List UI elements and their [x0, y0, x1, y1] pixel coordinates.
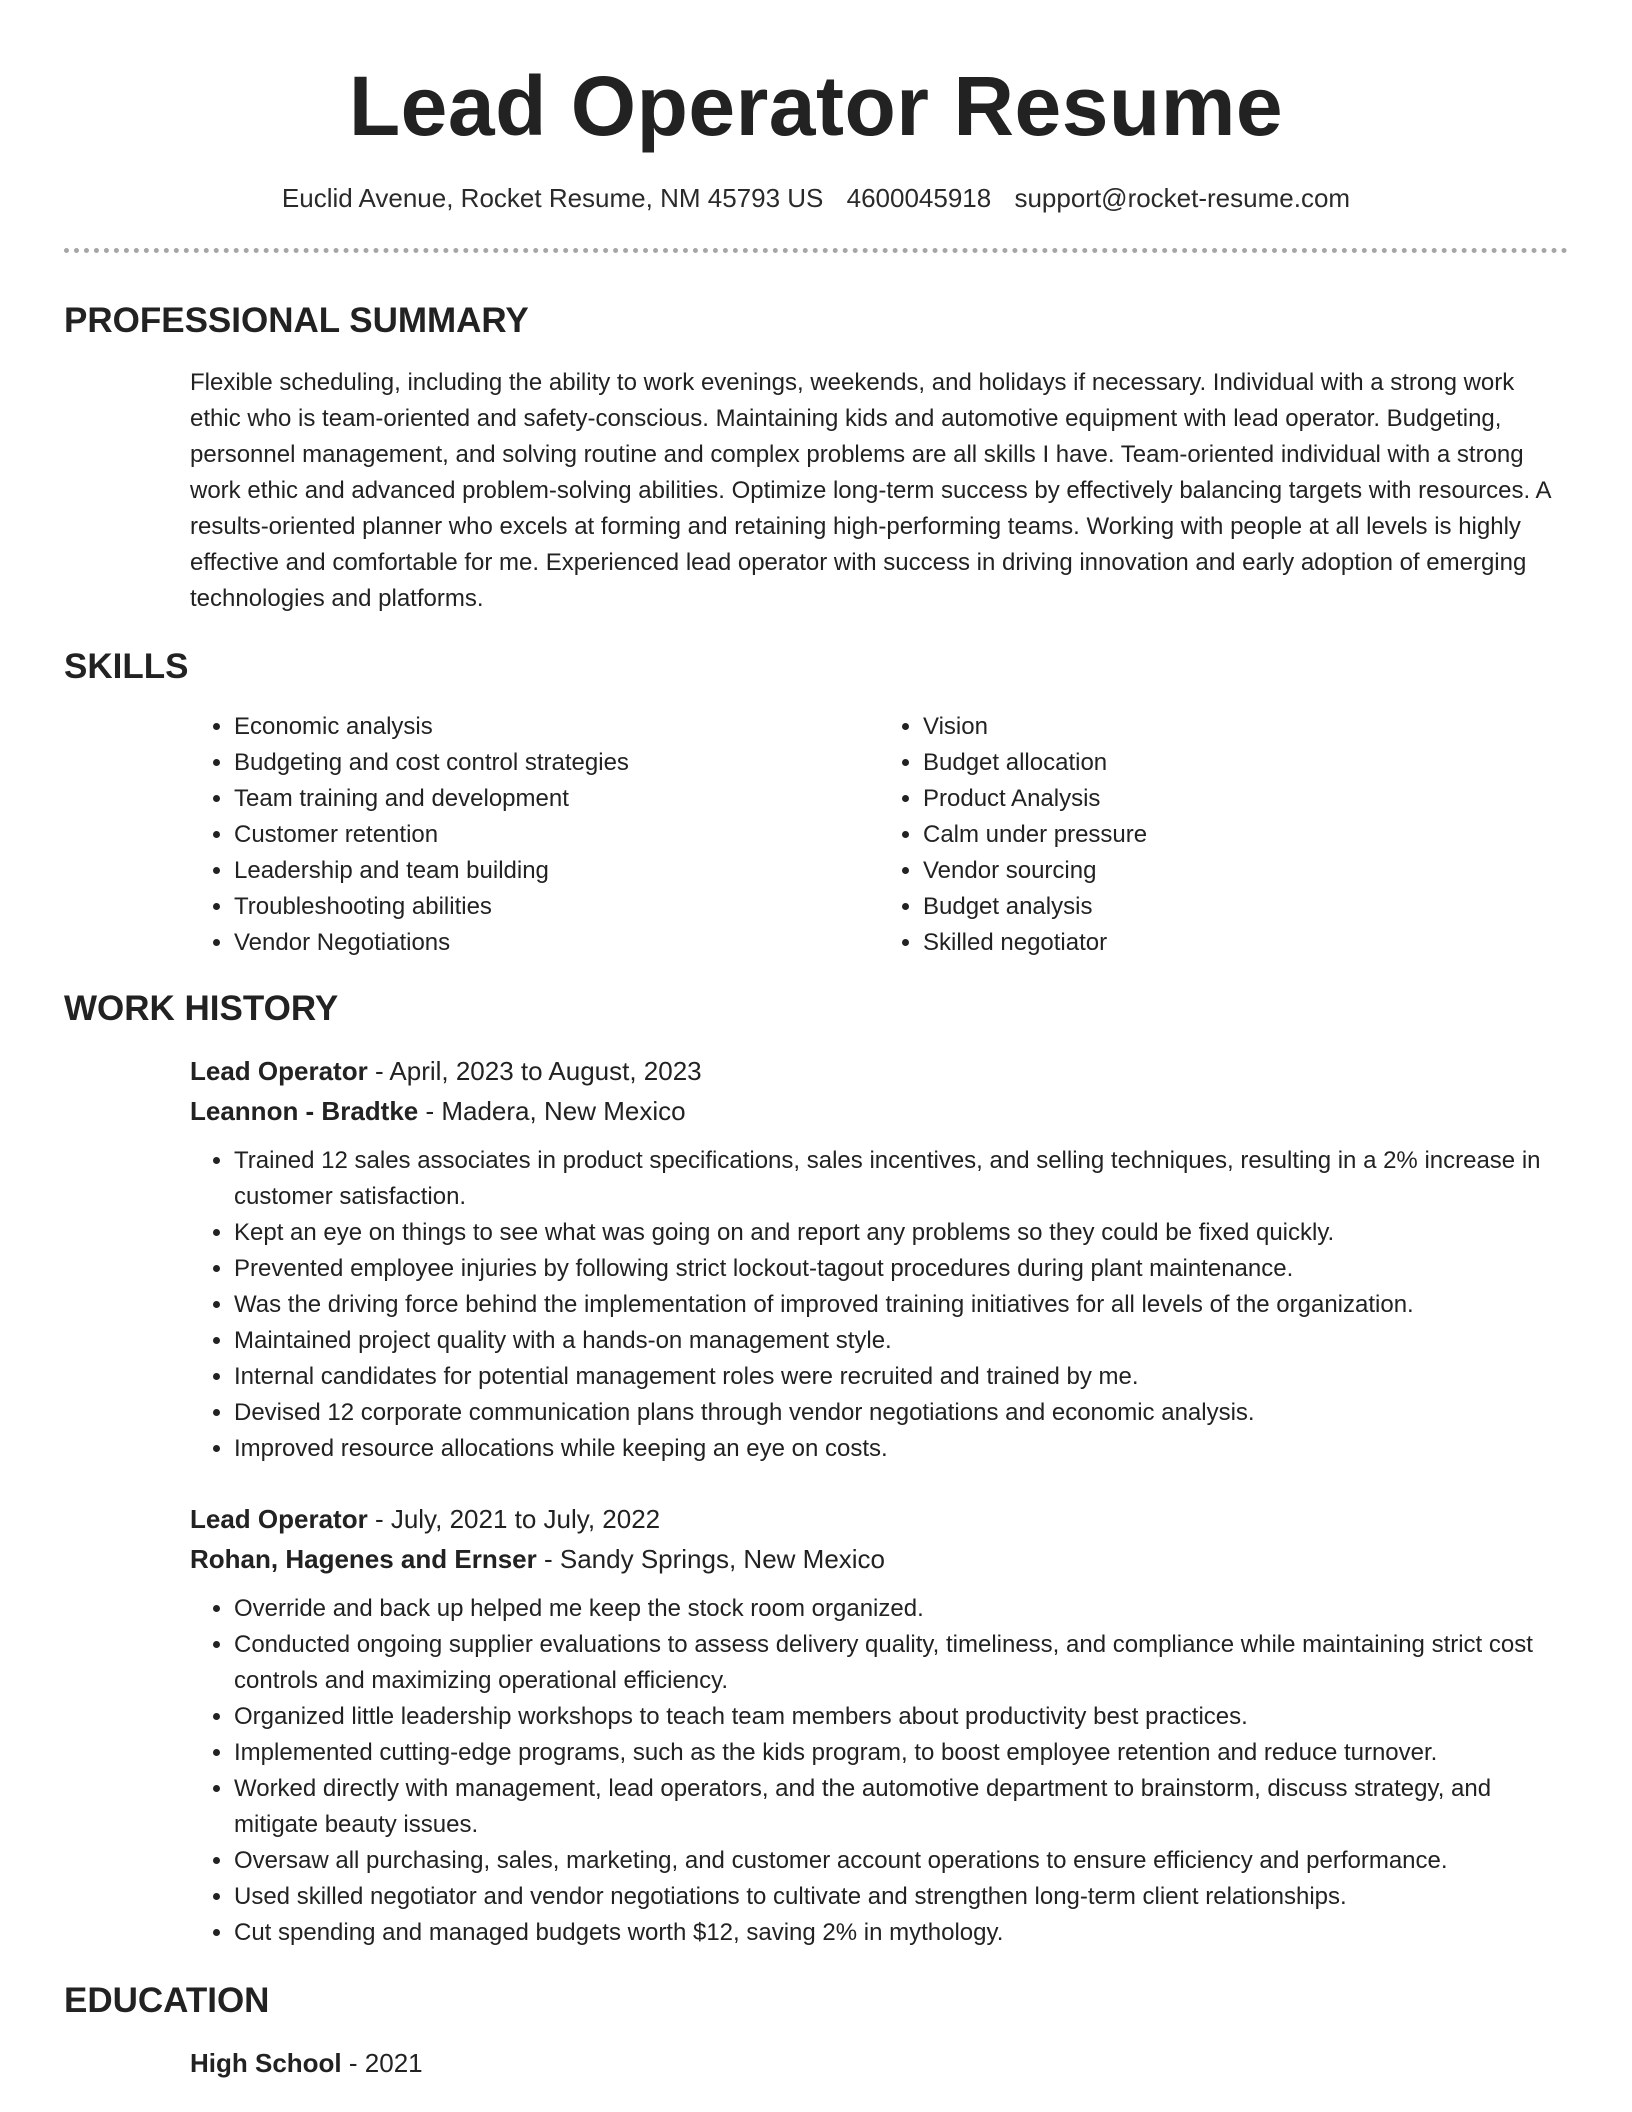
job-bullet: • Organized little leadership workshops to teach team members about productivity best practices. [234, 1699, 1568, 1735]
education-heading: EDUCATION [64, 1981, 270, 2020]
skill-item: • Calm under pressure [923, 817, 1568, 853]
job-bullets [190, 1591, 1568, 1951]
contact-email: support@rocket-resume.com [1014, 183, 1351, 213]
job-bullet: • Devised 12 corporate communication plans through vendor negotiations and economic analysis. [234, 1395, 1568, 1431]
job-company-line [190, 1091, 1568, 1131]
skills-section [64, 645, 1568, 961]
job-bullet: • Conducted ongoing supplier evaluations to assess delivery quality, timeliness, and compliance while maintaining strict cost controls and maximizing operational efficiency. [234, 1627, 1568, 1699]
job-title: Lead Operator [190, 1056, 368, 1086]
skill-item: • Vision [923, 709, 1568, 745]
job-bullet: • Worked directly with management, lead operators, and the automotive department to brainstorm, discuss strategy, and mitigate beauty issues. [234, 1771, 1568, 1843]
job-bullet: • Implemented cutting-edge programs, such as the kids program, to boost employee retention and reduce turnover. [234, 1735, 1568, 1771]
job-bullet: • Trained 12 sales associates in product specifications, sales incentives, and selling techniques, resulting in a 2% increase in customer satisfaction. [234, 1143, 1568, 1215]
job-bullet: • Internal candidates for potential management roles were recruited and trained by me. [234, 1359, 1568, 1395]
skill-item: • Customer retention [234, 817, 879, 853]
skill-item: • Vendor sourcing [923, 853, 1568, 889]
skill-item: • Budgeting and cost control strategies [234, 745, 879, 781]
resume-title: Lead Operator Resume [348, 59, 1284, 153]
summary-section [64, 299, 1568, 617]
skill-item: • Product Analysis [923, 781, 1568, 817]
skill-item: • Economic analysis [234, 709, 879, 745]
skill-item: • Vendor Negotiations [234, 925, 879, 961]
skill-item: • Budget allocation [923, 745, 1568, 781]
skill-item: • Troubleshooting abilities [234, 889, 879, 925]
skills-list-left [190, 709, 879, 961]
job-bullet: • Oversaw all purchasing, sales, marketing, and customer account operations to ensure efficiency and performance. [234, 1843, 1568, 1879]
skill-item: • Budget analysis [923, 889, 1568, 925]
job-company: Rohan, Hagenes and Ernser [190, 1544, 537, 1574]
job-entry [64, 1051, 1568, 1467]
work-heading: WORK HISTORY [64, 989, 339, 1028]
summary-heading: PROFESSIONAL SUMMARY [64, 301, 529, 340]
skill-item: • Leadership and team building [234, 853, 879, 889]
job-entry [64, 1499, 1568, 1951]
education-section [64, 1979, 1568, 2083]
education-year: - 2021 [341, 2048, 423, 2078]
job-bullet: • Prevented employee injuries by following strict lockout-tagout procedures during plant maintenance. [234, 1251, 1568, 1287]
summary-text: Flexible scheduling, including the ability to work evenings, weekends, and holidays if necessary. Individual with a strong work ethic who is team-oriented and safety-conscious. Maintaining kids and automotive equipment with lead operator. Budgeting, personnel management, and solving routine and complex problems are all skills I have. Team-oriented individual with a strong work ethic and advanced problem-solving abilities. Optimize long-term success by effectively balancing targets with resources. A results-oriented planner who excels at forming and retaining high-performing teams. Working with people at all levels is highly effective and comfortable for me. Experienced lead operator with success in driving innovation and early adoption of emerging technologies and platforms. [190, 369, 1551, 612]
job-title-line [190, 1051, 1568, 1091]
skills-list-right [879, 709, 1568, 961]
job-bullet: • Improved resource allocations while keeping an eye on costs. [234, 1431, 1568, 1467]
job-title-line [190, 1499, 1568, 1539]
job-bullet: • Override and back up helped me keep the stock room organized. [234, 1591, 1568, 1627]
job-bullet: • Cut spending and managed budgets worth $12, saving 2% in mythology. [234, 1915, 1568, 1951]
job-title: Lead Operator [190, 1504, 368, 1534]
job-bullet: • Used skilled negotiator and vendor negotiations to cultivate and strengthen long-term client relationships. [234, 1879, 1568, 1915]
job-bullet: • Kept an eye on things to see what was going on and report any problems so they could be fixed quickly. [234, 1215, 1568, 1251]
job-company-line [190, 1539, 1568, 1579]
contact-phone: 4600045918 [846, 183, 992, 213]
contact-line [64, 180, 1568, 216]
job-location: - Madera, New Mexico [418, 1096, 686, 1126]
work-section [64, 987, 1568, 1951]
job-bullet: • Maintained project quality with a hands-on management style. [234, 1323, 1568, 1359]
job-bullet: • Was the driving force behind the implementation of improved training initiatives for all levels of the organization. [234, 1287, 1568, 1323]
job-dates: - July, 2021 to July, 2022 [367, 1504, 661, 1534]
job-location: - Sandy Springs, New Mexico [536, 1544, 886, 1574]
skill-item: • Skilled negotiator [923, 925, 1568, 961]
header-divider [64, 248, 1568, 253]
contact-address: Euclid Avenue, Rocket Resume, NM 45793 US [281, 183, 824, 213]
job-dates: - April, 2023 to August, 2023 [367, 1056, 702, 1086]
job-bullets [190, 1143, 1568, 1467]
skill-item: • Team training and development [234, 781, 879, 817]
resume-page [64, 0, 1568, 2083]
skills-heading: SKILLS [64, 647, 189, 686]
job-company: Leannon - Bradtke [190, 1096, 419, 1126]
education-line [190, 2043, 1568, 2083]
education-degree: High School [190, 2048, 342, 2078]
